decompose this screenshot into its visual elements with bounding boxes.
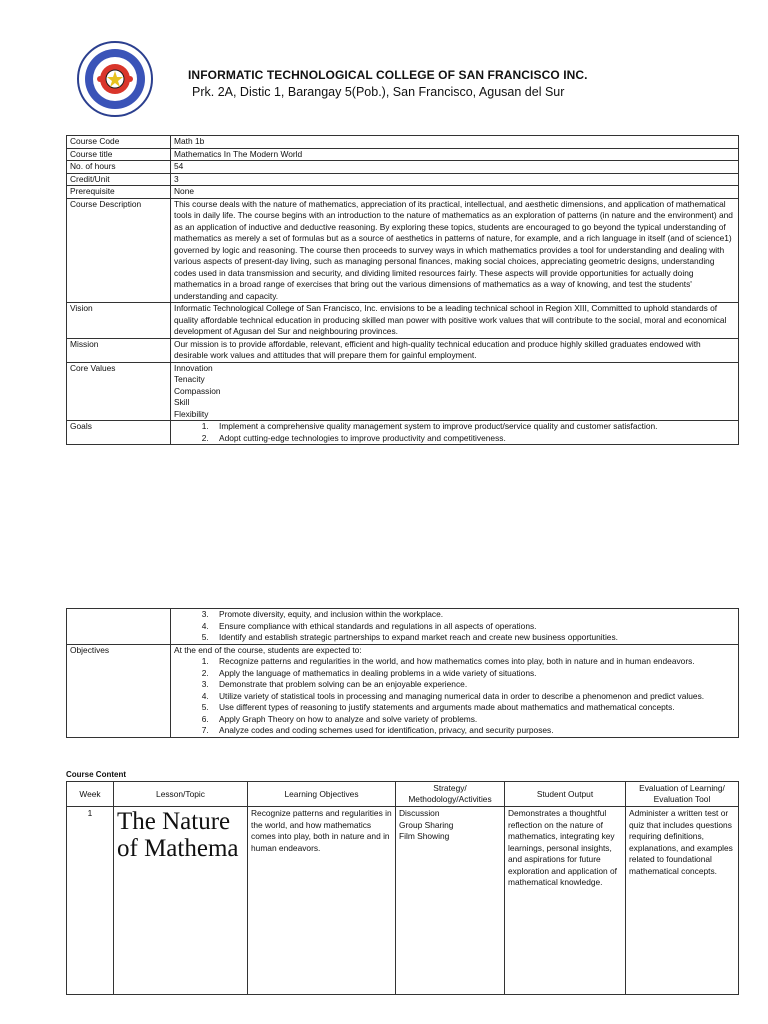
core-value: Innovation [174,362,213,373]
table-row [67,161,739,174]
course-code: Math 1b [171,136,739,149]
empty-label-cell [67,609,171,645]
table-header-row [67,782,739,807]
row-label: Mission [67,338,171,362]
objective-item: 2. Apply the language of mathematics in dealing problems in a wide variety of situations. [211,668,735,680]
course-info-table [66,135,739,445]
objective-item: 6. Apply Graph Theory on how to analyze and solve variety of problems. [211,714,735,726]
table-row [67,609,739,645]
objectives-intro: At the end of the course, students are expected to: [174,644,362,655]
institution-name: INFORMATIC TECHNOLOGICAL COLLEGE OF SAN FRANCISCO INC. [188,68,588,82]
column-header: Learning Objectives [248,782,396,807]
goal-item: 3. Promote diversity, equity, and inclusion within the workplace. [211,609,735,621]
student-output: Demonstrates a thoughtful reflection on the nature of mathematics, integrating key learnings, personal insights, and aspirations for future exploration and application of mathematical knowledge. [505,807,626,995]
strategy-item: Group Sharing [399,819,454,830]
row-label: Course Code [67,136,171,149]
core-value: Tenacity [174,374,205,384]
course-description: This course deals with the nature of mathematics, appreciation of its practical, intellectual, and aesthetic dimensions, and application of mathematical tools in daily life. The course begins with an introduction to the nature of mathematics as an exploration of patterns (in nature and the environment) and as an application of inductive and deductive reasoning. By exploring these topics, students are encouraged to go beyond the typical understanding of mathematics as merely a set of formulas but as a source of aesthetics in patterns of nature, for example, and a rich language in itself (and of science1) governed by logic and reasoning. The course then proceeds to survey ways in which mathematics provides a tool for understanding and dealing with various aspects of present-day living, such as managing personal finances, making social choices, appreciating geometric designs, understanding codes used in data transmission and security, and dividing limited resources fairly. These aspects will provide opportunities for actually doing mathematics in a broad range of exercises that bring out the various dimensions of mathematics as a way of knowing, and test the students' understanding and capacity. [171,198,739,303]
week-cell: 1 [67,807,114,995]
table-row [67,136,739,149]
course-content-title: Course Content [66,770,126,779]
institution-address: Prk. 2A, Distic 1, Barangay 5(Pob.), San Francisco, Agusan del Sur [192,85,565,99]
strategy-item: Discussion [399,808,440,818]
strategy-item: Film Showing [399,831,450,841]
table-row [67,421,739,445]
column-header: Student Output [505,782,626,807]
table-row [67,148,739,161]
goal-item: 2. Adopt cutting-edge technologies to improve productivity and competitiveness. [211,433,735,445]
course-title: Mathematics In The Modern World [171,148,739,161]
core-value: Skill [174,397,190,407]
evaluation-tool: Administer a written test or quiz that includes questions requiring definitions, explanations, and examples related to foundational mathematical concepts. [626,807,739,995]
goal-item: 4. Ensure compliance with ethical standards and regulations in all aspects of operations. [211,621,735,633]
objective-item: 7. Analyze codes and coding schemes used for identification, privacy, and security purposes. [211,725,735,737]
table-row [67,303,739,339]
course-content-table [66,781,739,995]
college-seal-logo [76,40,154,118]
row-label: Course Description [67,198,171,303]
goals-list [171,421,739,445]
vision-text: Informatic Technological College of San Francisco, Inc. envisions to be a leading technical school in Region XIII, Committed to uphold standards of quality affordable technical education in producing skilled man power with positive work values that will contribute to the social, moral and economical development of Agusan del Sur and neighbouring provinces. [171,303,739,339]
core-values-list [171,362,739,421]
strategies [396,807,505,995]
objective-item: 4. Utilize variety of statistical tools in processing and managing numerical data in order to describe a phenomenon and predict values. [211,691,735,703]
table-row [67,807,739,995]
table-row [67,362,739,421]
row-label: Goals [67,421,171,445]
table-row [67,338,739,362]
row-label: No. of hours [67,161,171,174]
row-label: Vision [67,303,171,339]
table-row [67,198,739,303]
row-label: Prerequisite [67,186,171,199]
objectives-list [171,644,739,737]
row-label: Course title [67,148,171,161]
row-label: Core Values [67,362,171,421]
prerequisite: None [171,186,739,199]
goal-item: 5. Identify and establish strategic partnerships to expand market reach and create new business opportunities. [211,632,735,644]
row-label: Credit/Unit [67,173,171,186]
table-row [67,644,739,737]
column-header: Strategy/ Methodology/Activities [396,782,505,807]
column-header: Evaluation of Learning/ Evaluation Tool [626,782,739,807]
table-row [67,186,739,199]
goal-item: 1. Implement a comprehensive quality management system to improve product/service quality and customer satisfaction. [211,421,735,433]
hours: 54 [171,161,739,174]
goals-list-continued [171,609,739,645]
goals-objectives-table [66,608,739,738]
core-value: Compassion [174,385,221,396]
credit-unit: 3 [171,173,739,186]
objective-item: 1. Recognize patterns and regularities in the world, and how mathematics comes into play, both in nature and in human endeavors. [211,656,735,668]
objective-item: 5. Use different types of reasoning to justify statements and arguments made about mathematics and mathematical concepts. [211,702,735,714]
lesson-topic: The Nature of Mathema [114,807,248,995]
mission-text: Our mission is to provide affordable, relevant, efficient and high-quality technical education and produce highly skilled graduates endowed with desirable work values and attitudes that will prepare them for gainful employment. [171,338,739,362]
row-label: Objectives [67,644,171,737]
column-header: Week [67,782,114,807]
objective-item: 3. Demonstrate that problem solving can be an enjoyable experience. [211,679,735,691]
document-header [66,40,706,120]
column-header: Lesson/Topic [114,782,248,807]
table-row [67,173,739,186]
core-value: Flexibility [174,408,209,419]
learning-objectives: Recognize patterns and regularities in the world, and how mathematics comes into play, both in nature and in human endeavors. [248,807,396,995]
